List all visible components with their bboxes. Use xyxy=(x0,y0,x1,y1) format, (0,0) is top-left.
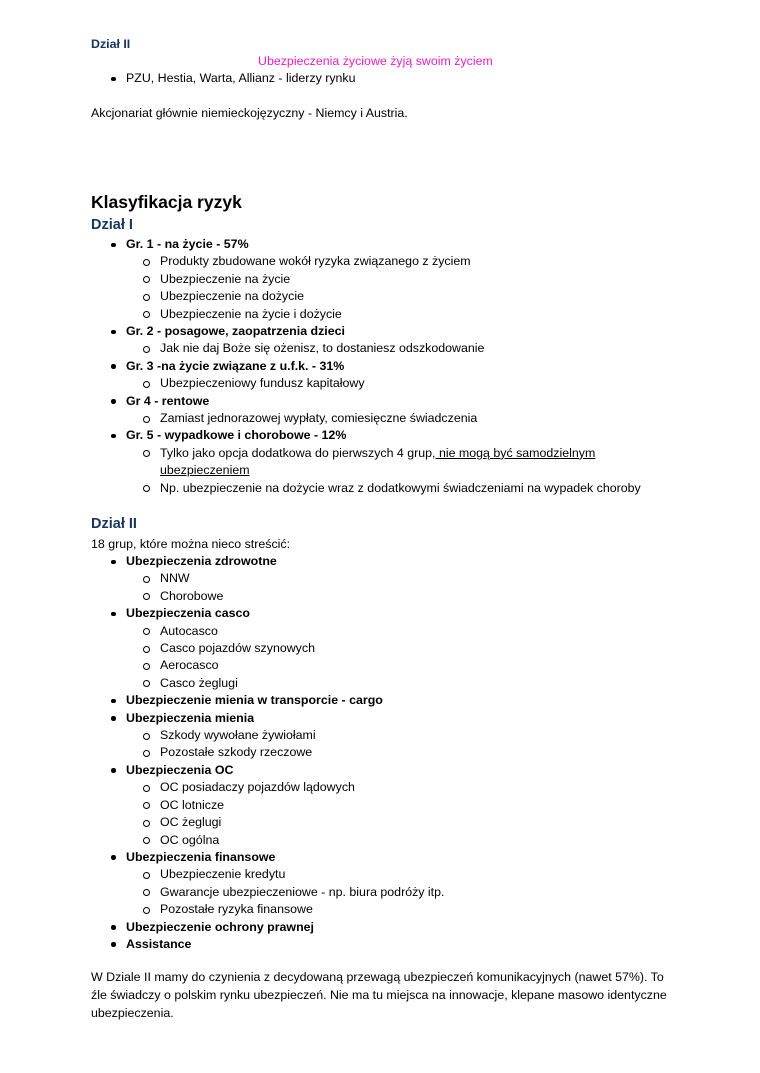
group-label: Gr. 1 - na życie - 57% xyxy=(0,236,760,253)
list-item: Szkody wywołane żywiołami xyxy=(0,727,760,744)
list-item: Aerocasco xyxy=(0,657,760,674)
list-item: OC żeglugi xyxy=(0,814,760,831)
dzial1-list xyxy=(0,236,760,497)
group-label: Ubezpieczenie ochrony prawnej xyxy=(0,919,760,936)
list-item: Ubezpieczenie na dożycie xyxy=(0,288,760,305)
list-item: Ubezpieczenie na życie i dożycie xyxy=(0,306,760,323)
list-item: Jak nie daj Boże się ożenisz, to dostaniesz odszkodowanie xyxy=(0,340,760,357)
group-label: Ubezpieczenia finansowe xyxy=(0,849,760,866)
top-heading: Dział II xyxy=(91,37,131,51)
group-label: Ubezpieczenia zdrowotne xyxy=(0,553,760,570)
conclusion-paragraph: W Dziale II mamy do czynienia z decydowaną przewagą ubezpieczeń komunikacyjnych (nawet 57%). To źle świadczy o polskim rynku ubezpieczeń. Nie ma tu miejsca na innowacje, klepane masowo identyczne ubezpieczenia. xyxy=(91,970,667,1020)
list-item: OC posiadaczy pojazdów lądowych xyxy=(0,779,760,796)
list-item: OC lotnicze xyxy=(0,797,760,814)
dzial2-intro: 18 grup, które można nieco streścić: xyxy=(91,537,291,551)
list-item: Casco żeglugi xyxy=(0,675,760,692)
list-item: Pozostałe szkody rzeczowe xyxy=(0,744,760,761)
dzial1-heading: Dział I xyxy=(91,217,133,233)
group-label: Ubezpieczenie mienia w transporcie - cargo xyxy=(0,692,760,709)
callout-text: Ubezpieczenia życiowe żyją swoim życiem xyxy=(258,54,493,68)
list-item: Ubezpieczenie kredytu xyxy=(0,866,760,883)
group-label: Gr 4 - rentowe xyxy=(0,393,760,410)
top-bullet-list xyxy=(0,70,356,87)
group-label: Ubezpieczenia mienia xyxy=(0,710,760,727)
list-item: OC ogólna xyxy=(0,832,760,849)
list-item: Autocasco xyxy=(0,623,760,640)
group-label: Ubezpieczenia casco xyxy=(0,605,760,622)
section-title: Klasyfikacja ryzyk xyxy=(91,192,242,212)
item-text: Tylko jako opcja dodatkowa do pierwszych 4 grup, xyxy=(160,445,436,460)
group-label: Gr. 3 -na życie związane z u.f.k. - 31% xyxy=(0,358,760,375)
underlined-text: nie mogą być samodzielnym ubezpieczeniem xyxy=(160,445,596,478)
list-item: Np. ubezpieczenie na dożycie wraz z dodatkowymi świadczeniami na wypadek choroby xyxy=(0,480,760,497)
dzial2-list xyxy=(0,553,760,953)
list-item: Zamiast jednorazowej wypłaty, comiesięczne świadczenia xyxy=(0,410,760,427)
top-note: Akcjonariat głównie niemieckojęzyczny - Niemcy i Austria. xyxy=(91,106,408,120)
group-label: Gr. 5 - wypadkowe i chorobowe - 12% xyxy=(0,427,760,444)
list-item: NNW xyxy=(0,570,760,587)
list-item: Produkty zbudowane wokół ryzyka związanego z życiem xyxy=(0,253,760,270)
group-label: Gr. 2 - posagowe, zaopatrzenia dzieci xyxy=(0,323,760,340)
list-item xyxy=(0,445,620,480)
group-label: Assistance xyxy=(0,936,760,953)
dzial2-heading: Dział II xyxy=(91,516,137,532)
list-item: Casco pojazdów szynowych xyxy=(0,640,760,657)
list-item: Ubezpieczenie na życie xyxy=(0,271,760,288)
list-item: Pozostałe ryzyka finansowe xyxy=(0,901,760,918)
list-item: Gwarancje ubezpieczeniowe - np. biura podróży itp. xyxy=(0,884,760,901)
group-label: Ubezpieczenia OC xyxy=(0,762,760,779)
list-item: Ubezpieczeniowy fundusz kapitałowy xyxy=(0,375,760,392)
list-item: Chorobowe xyxy=(0,588,760,605)
list-item: PZU, Hestia, Warta, Allianz - liderzy rynku xyxy=(0,70,356,87)
